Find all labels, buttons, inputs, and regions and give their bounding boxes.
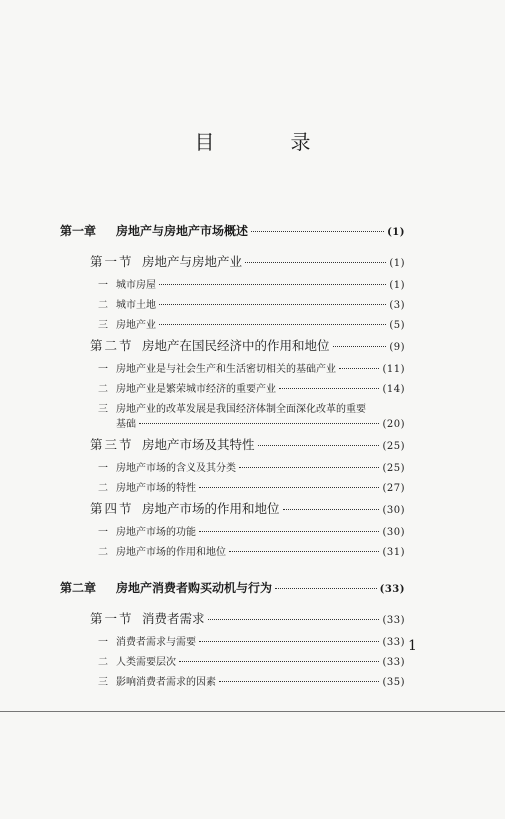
toc-entry-number: 三 xyxy=(98,404,108,415)
toc-entry-title: 房地产与房地产业 xyxy=(142,254,243,269)
toc-entry-page: (25) xyxy=(382,441,405,452)
dot-leader xyxy=(159,304,386,305)
dot-leader xyxy=(208,619,380,620)
toc-item xyxy=(60,633,405,648)
toc-entry-number: 第四节 xyxy=(90,501,134,516)
dot-leader xyxy=(275,588,377,589)
dot-leader xyxy=(159,284,386,285)
toc-item xyxy=(60,673,405,688)
toc-entry-page: (25) xyxy=(382,463,405,474)
toc-entry-title: 房地产市场的特性 xyxy=(116,483,196,494)
page-number: 1 xyxy=(408,638,417,654)
bottom-rule xyxy=(0,711,505,712)
toc-item-multi xyxy=(60,400,405,415)
toc-entry-page: (1) xyxy=(387,227,405,238)
toc-entry-page: (20) xyxy=(382,419,405,430)
toc-item xyxy=(60,543,405,558)
toc-entry-title: 城市房屋 xyxy=(116,280,156,291)
toc-entry-page: (33) xyxy=(379,584,405,595)
toc-entry-title: 房地产市场及其特性 xyxy=(142,437,255,452)
toc-entry-number: 第二章 xyxy=(60,581,97,595)
toc-entry-title: 房地产业是繁荣城市经济的重要产业 xyxy=(116,384,276,395)
toc-entry-number: 一 xyxy=(98,364,108,375)
table-of-contents xyxy=(60,222,405,693)
toc-entry-page: (31) xyxy=(382,547,405,558)
toc-entry-page: (3) xyxy=(389,300,405,311)
toc-item xyxy=(60,459,405,474)
toc-entry-number: 一 xyxy=(98,527,108,538)
dot-leader xyxy=(245,262,386,263)
toc-item xyxy=(60,276,405,291)
toc-entry-number: 一 xyxy=(98,637,108,648)
toc-entry-page: (35) xyxy=(382,677,405,688)
toc-entry-number: 第一节 xyxy=(90,254,134,269)
toc-entry-title: 房地产业 xyxy=(116,320,156,331)
toc-entry-title: 房地产在国民经济中的作用和地位 xyxy=(142,338,330,353)
dot-leader xyxy=(199,641,379,642)
toc-entry-title: 人类需要层次 xyxy=(116,657,176,668)
toc-entry-number: 一 xyxy=(98,280,108,291)
toc-entry-title: 房地产业是与社会生产和生活密切相关的基础产业 xyxy=(116,364,336,375)
dot-leader xyxy=(239,467,379,468)
dot-leader xyxy=(199,487,379,488)
toc-entry-page: (14) xyxy=(382,384,405,395)
dot-leader xyxy=(219,681,379,682)
toc-entry-title: 基础 xyxy=(116,419,136,430)
page-title: 目 录 xyxy=(194,130,339,154)
toc-section xyxy=(60,336,405,354)
toc-entry-number: 一 xyxy=(98,463,108,474)
toc-entry-page: (33) xyxy=(382,657,405,668)
toc-entry-page: (30) xyxy=(382,527,405,538)
toc-entry-title: 房地产市场的含义及其分类 xyxy=(116,463,236,474)
toc-entry-page: (30) xyxy=(382,505,405,516)
toc-section xyxy=(60,252,405,270)
toc-section xyxy=(60,609,405,627)
toc-entry-title: 影响消费者需求的因素 xyxy=(116,677,216,688)
toc-entry-number: 二 xyxy=(98,547,108,558)
toc-entry-number: 第一章 xyxy=(60,224,97,238)
toc-entry-number: 三 xyxy=(98,320,108,331)
dot-leader xyxy=(339,368,379,369)
toc-entry-page: (11) xyxy=(382,364,405,375)
toc-entry-number: 二 xyxy=(98,483,108,494)
toc-gap xyxy=(60,563,405,579)
toc-entry-number: 二 xyxy=(98,300,108,311)
toc-item xyxy=(60,653,405,668)
dot-leader xyxy=(179,661,379,662)
dot-leader xyxy=(229,551,379,552)
toc-item-cont xyxy=(60,415,405,430)
toc-section xyxy=(60,499,405,517)
toc-entry-number: 三 xyxy=(98,677,108,688)
dot-leader xyxy=(283,509,380,510)
toc-entry-title: 房地产业的改革发展是我国经济体制全面深化改革的重要 xyxy=(116,404,366,415)
toc-entry-title: 房地产与房地产市场概述 xyxy=(116,224,249,238)
dot-leader xyxy=(279,388,379,389)
toc-entry-title: 消费者需求 xyxy=(142,611,205,626)
toc-entry-number: 第一节 xyxy=(90,611,134,626)
dot-leader xyxy=(139,423,379,424)
toc-entry-title: 城市土地 xyxy=(116,300,156,311)
toc-item xyxy=(60,316,405,331)
toc-chapter xyxy=(60,579,405,596)
dot-leader xyxy=(258,445,380,446)
toc-entry-title: 房地产市场的功能 xyxy=(116,527,196,538)
toc-chapter xyxy=(60,222,405,239)
toc-entry-page: (33) xyxy=(382,637,405,648)
toc-entry-title: 消费者需求与需要 xyxy=(116,637,196,648)
toc-entry-page: (1) xyxy=(389,258,405,269)
toc-entry-number: 第二节 xyxy=(90,338,134,353)
toc-item xyxy=(60,296,405,311)
toc-entry-title: 房地产消费者购买动机与行为 xyxy=(116,581,273,595)
toc-entry-title: 房地产市场的作用和地位 xyxy=(142,501,280,516)
toc-entry-page: (33) xyxy=(382,615,405,626)
toc-entry-page: (9) xyxy=(389,342,405,353)
dot-leader xyxy=(199,531,379,532)
toc-entry-page: (1) xyxy=(389,280,405,291)
toc-section xyxy=(60,435,405,453)
toc-item xyxy=(60,360,405,375)
toc-entry-number: 二 xyxy=(98,384,108,395)
toc-item xyxy=(60,479,405,494)
toc-entry-title: 房地产市场的作用和地位 xyxy=(116,547,226,558)
toc-entry-number: 二 xyxy=(98,657,108,668)
toc-entry-page: (5) xyxy=(389,320,405,331)
toc-entry-number: 第三节 xyxy=(90,437,134,452)
dot-leader xyxy=(251,231,384,232)
toc-entry-page: (27) xyxy=(382,483,405,494)
toc-item xyxy=(60,380,405,395)
dot-leader xyxy=(159,324,386,325)
toc-item xyxy=(60,523,405,538)
dot-leader xyxy=(333,346,387,347)
